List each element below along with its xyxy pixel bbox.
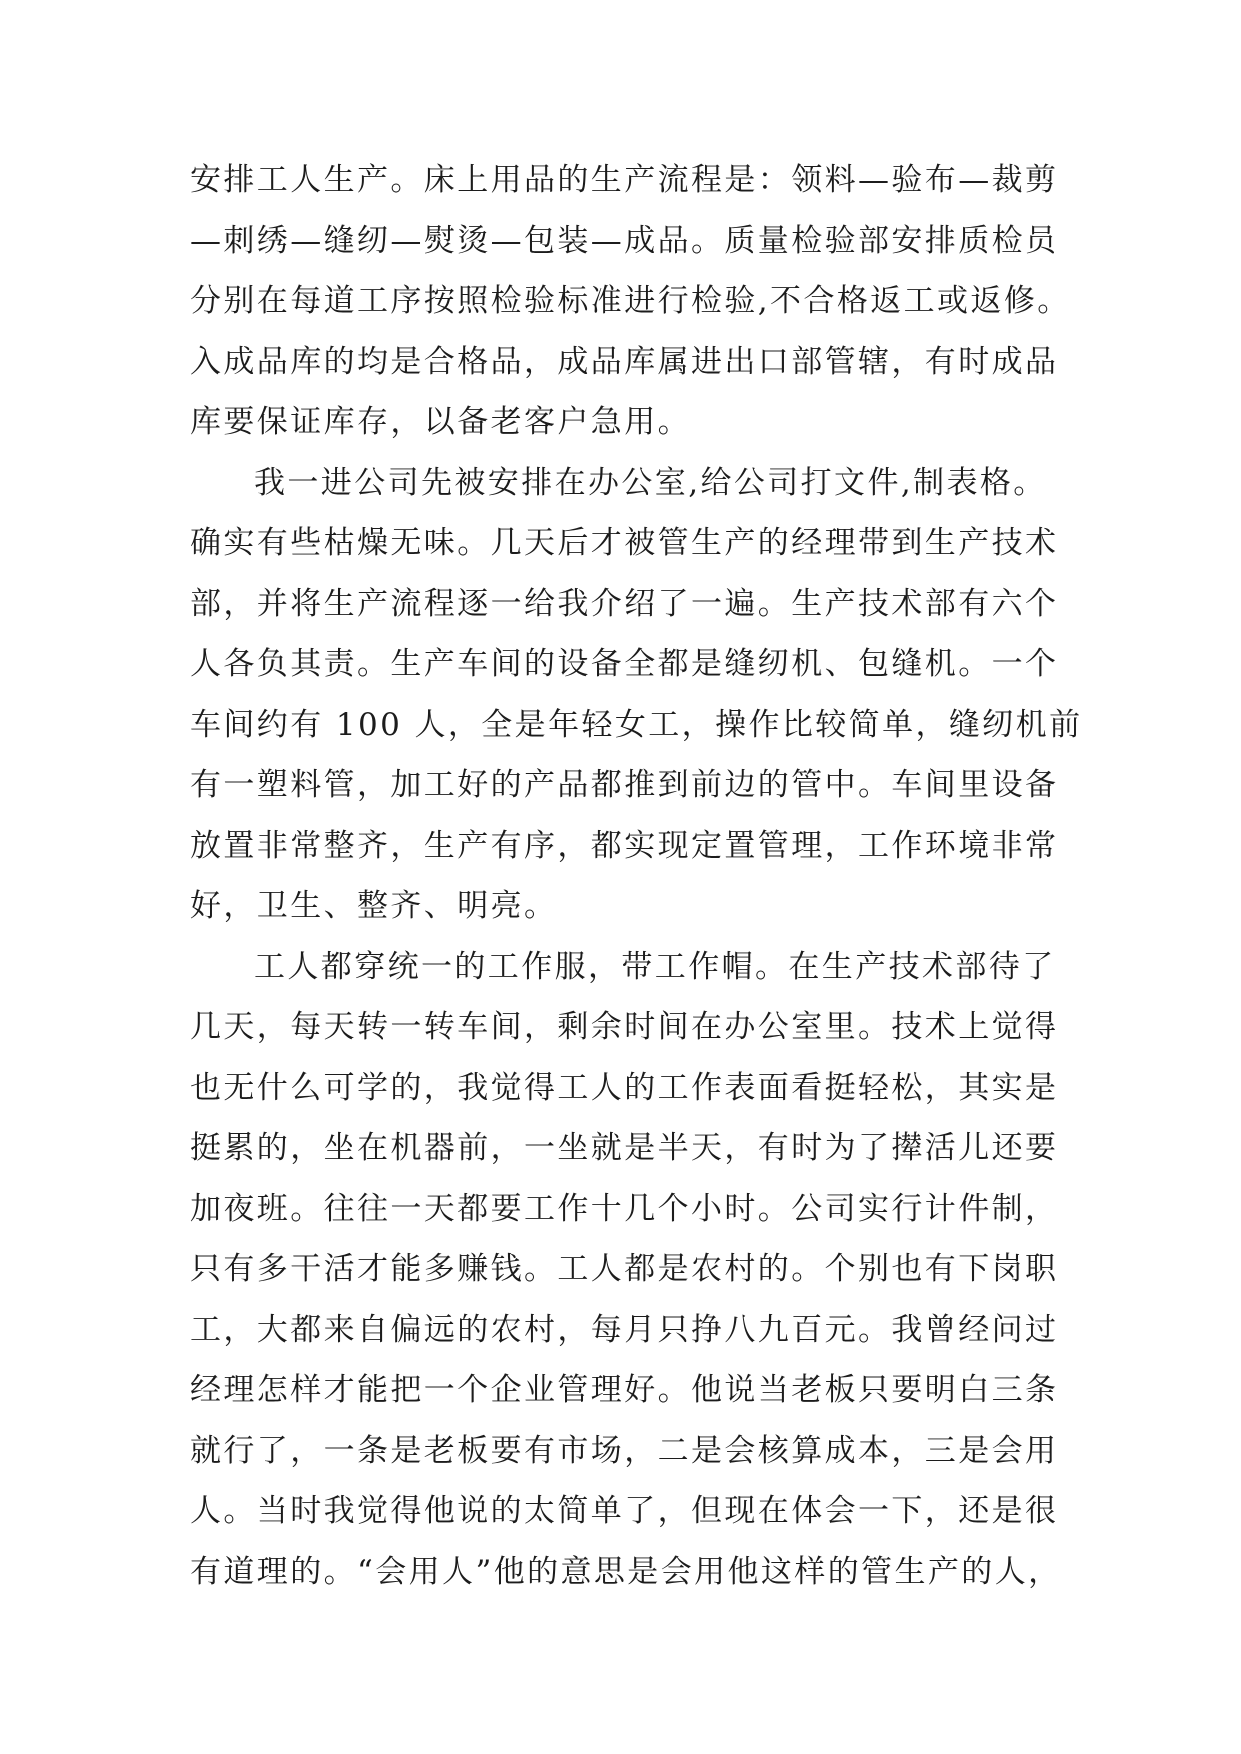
paragraph-first-line: 我一进公司先被安排在办公室,给公司打文件,制表格。 — [254, 464, 1047, 501]
text-line: 部，并将生产流程逐一给我介绍了一遍。生产技术部有六个 — [190, 585, 1059, 622]
text-line: 挺累的，坐在机器前，一坐就是半天，有时为了撵活儿还要 — [190, 1130, 1059, 1166]
text-line: 有道理的。“会用人”他的意思是会用他这样的管生产的人， — [190, 1553, 1062, 1590]
text-line: 就行了，一条是老板要有市场，二是会核算成本，三是会用 — [190, 1432, 1059, 1469]
paragraph-first-line: 工人都穿统一的工作服，带工作帽。在生产技术部待了 — [254, 948, 1056, 985]
text-line: 安排工人生产。床上用品的生产流程是：领料—验布—裁剪 — [190, 162, 1059, 198]
text-line: 人各负其责。生产车间的设备全都是缝纫机、包缝机。一个 — [190, 646, 1059, 682]
text-line: 几天，每天转一转车间，剩余时间在办公室里。技术上觉得 — [190, 1009, 1059, 1045]
text-line: 确实有些枯燥无味。几天后才被管生产的经理带到生产技术 — [190, 525, 1059, 561]
text-line: 人。当时我觉得他说的太简单了，但现在体会一下，还是很 — [190, 1493, 1059, 1529]
text-line: 库要保证库存，以备老客户急用。 — [190, 404, 691, 440]
text-line: 工，大都来自偏远的农村，每月只挣八九百元。我曾经问过 — [190, 1311, 1059, 1348]
body-text — [190, 150, 1090, 1602]
text-line: 放置非常整齐，生产有序，都实现定置管理，工作环境非常 — [190, 827, 1059, 864]
text-line: 车间约有 100 人，全是年轻女工，操作比较简单，缝纫机前 — [190, 706, 1083, 743]
text-line: 只有多干活才能多赚钱。工人都是农村的。个别也有下岗职 — [190, 1251, 1059, 1287]
text-line: 有一塑料管，加工好的产品都推到前边的管中。车间里设备 — [190, 767, 1059, 803]
text-line: 也无什么可学的，我觉得工人的工作表面看挺轻松，其实是 — [190, 1069, 1059, 1106]
text-line: 分别在每道工序按照检验标准进行检验,不合格返工或返修。 — [190, 283, 1071, 319]
text-line: 入成品库的均是合格品，成品库属进出口部管辖，有时成品 — [190, 343, 1059, 380]
text-line: —刺绣—缝纫—熨烫—包装—成品。质量检验部安排质检员 — [190, 222, 1059, 259]
text-line: 经理怎样才能把一个企业管理好。他说当老板只要明白三条 — [190, 1372, 1059, 1408]
text-line: 好，卫生、整齐、明亮。 — [190, 888, 558, 924]
text-line: 加夜班。往往一天都要工作十几个小时。公司实行计件制， — [190, 1190, 1059, 1227]
